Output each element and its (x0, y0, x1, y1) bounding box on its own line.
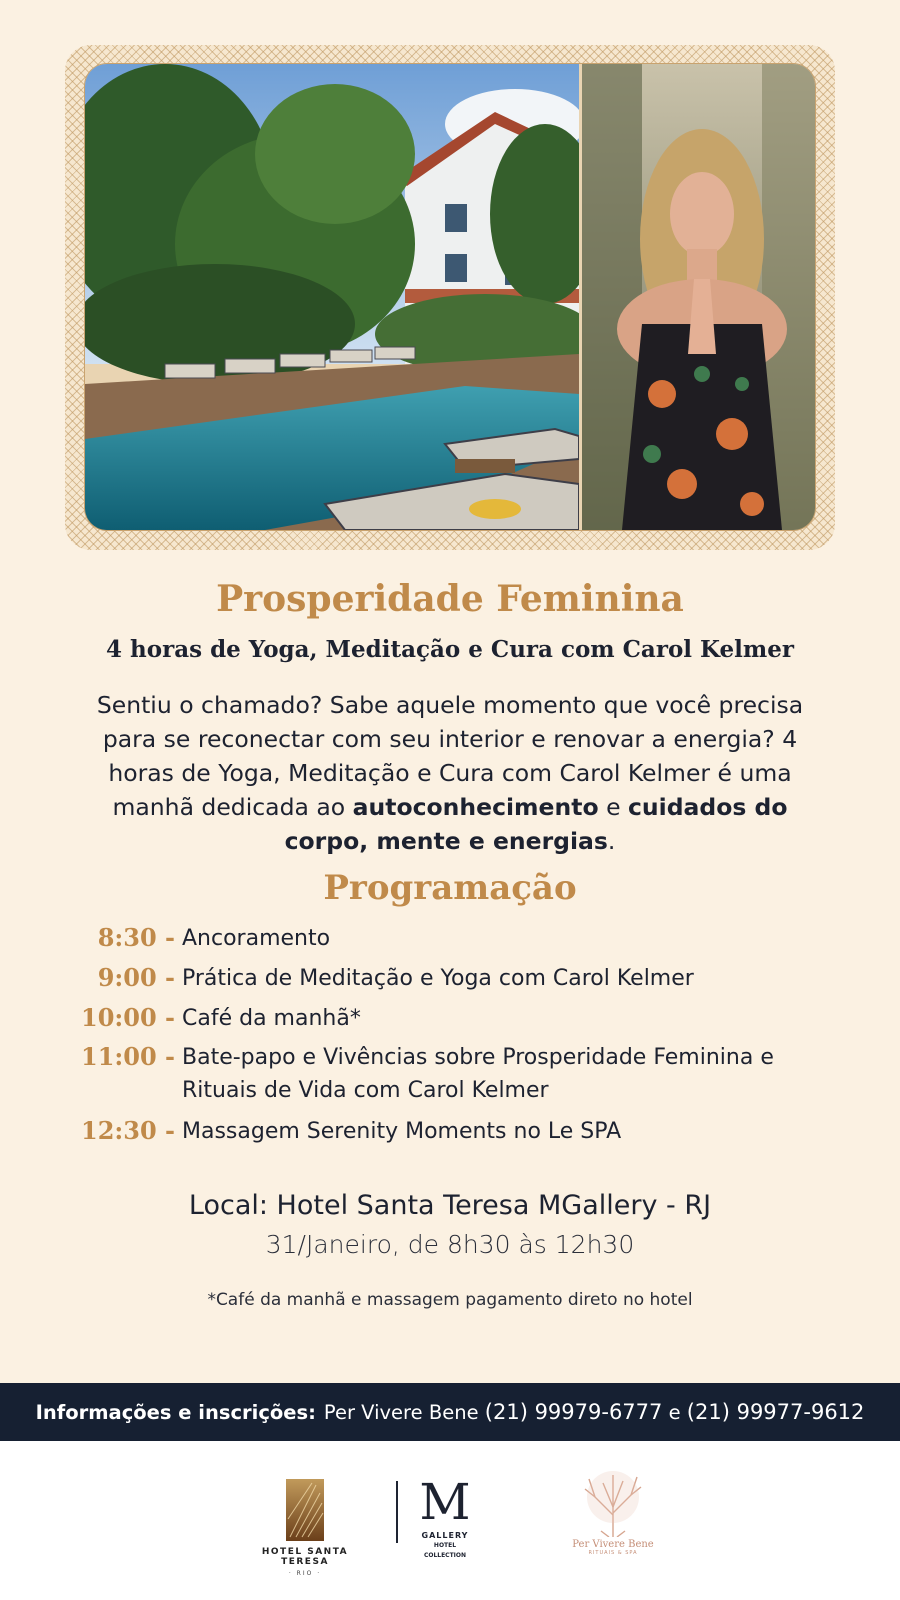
contact-label: Informações e inscrições: (35, 1400, 316, 1424)
hotel-pool-photo (85, 64, 579, 530)
instructor-photo (582, 64, 815, 530)
intro-bold-2: cuidados do corpo, mente e energias (284, 793, 788, 855)
contact-bar (0, 1383, 900, 1441)
pvb-logo-sub: RITUAIS & SPA (588, 1550, 638, 1556)
event-title: Prosperidade Feminina (216, 578, 684, 620)
program-title: Programação (323, 868, 577, 908)
schedule-time: 9:00 - (97, 963, 175, 992)
schedule-time: 12:30 - (81, 1116, 175, 1145)
schedule-activity: Café da manhã* (182, 1006, 361, 1031)
tree-icon (573, 1467, 653, 1537)
intro-text-1: Sentiu o chamado? Sabe aquele momento que você precisa para se reconectar com seu interior e renovar a energia? 4 horas de Yoga, Meditação e Cura com Carol Kelmer é uma manhã dedicada ao (96, 691, 804, 821)
mgallery-logo-sub-1: HOTEL (433, 1542, 457, 1549)
schedule-activity: Prática de Meditação e Yoga com Carol Kelmer (182, 966, 694, 991)
hotel-santa-teresa-logo (240, 1479, 370, 1577)
schedule-time: 11:00 - (81, 1042, 175, 1071)
palm-leaf-icon (286, 1479, 324, 1541)
intro-text-2: e (598, 793, 628, 821)
schedule-activity: Bate-papo e Vivências sobre Prosperidade Feminina e Rituais de Vida com Carol Kelmer (182, 1045, 774, 1103)
schedule-time: 10:00 - (81, 1003, 175, 1032)
contact-phone-2[interactable]: (21) 99977-9612 (686, 1400, 865, 1424)
pvb-logo-name: Per Vivere Bene (572, 1539, 654, 1550)
event-subtitle: 4 horas de Yoga, Meditação e Cura com Carol Kelmer (106, 636, 794, 663)
schedule-time: 8:30 - (97, 923, 175, 952)
per-vivere-bene-logo (565, 1467, 661, 1556)
payment-note: *Café da manhã e massagem pagamento direto no hotel (207, 1290, 693, 1310)
hotel-logo-city: · RIO · (288, 1570, 322, 1577)
event-date: 31/Janeiro, de 8h30 às 12h30 (265, 1230, 635, 1259)
event-intro (70, 688, 830, 858)
hotel-logo-name: HOTEL SANTA TERESA (261, 1547, 349, 1567)
mgallery-logo (412, 1473, 478, 1560)
sponsor-logos (0, 1441, 900, 1600)
schedule-activity: Massagem Serenity Moments no Le SPA (182, 1119, 622, 1144)
intro-bold-1: autoconhecimento (352, 793, 599, 821)
contact-connector: e (668, 1400, 681, 1424)
mgallery-logo-sub-2: COLLECTION (423, 1552, 467, 1559)
logo-divider (396, 1481, 398, 1543)
mgallery-logo-word: GALLERY (421, 1531, 469, 1540)
intro-text-3: . (607, 827, 616, 855)
m-monogram-icon: M (419, 1473, 471, 1531)
contact-phone-1[interactable]: (21) 99979-6777 (484, 1400, 663, 1424)
event-location: Local: Hotel Santa Teresa MGallery - RJ (188, 1190, 712, 1221)
contact-organizer: Per Vivere Bene (323, 1400, 479, 1424)
schedule-activity: Ancoramento (182, 926, 331, 951)
photo-collage (85, 64, 815, 530)
